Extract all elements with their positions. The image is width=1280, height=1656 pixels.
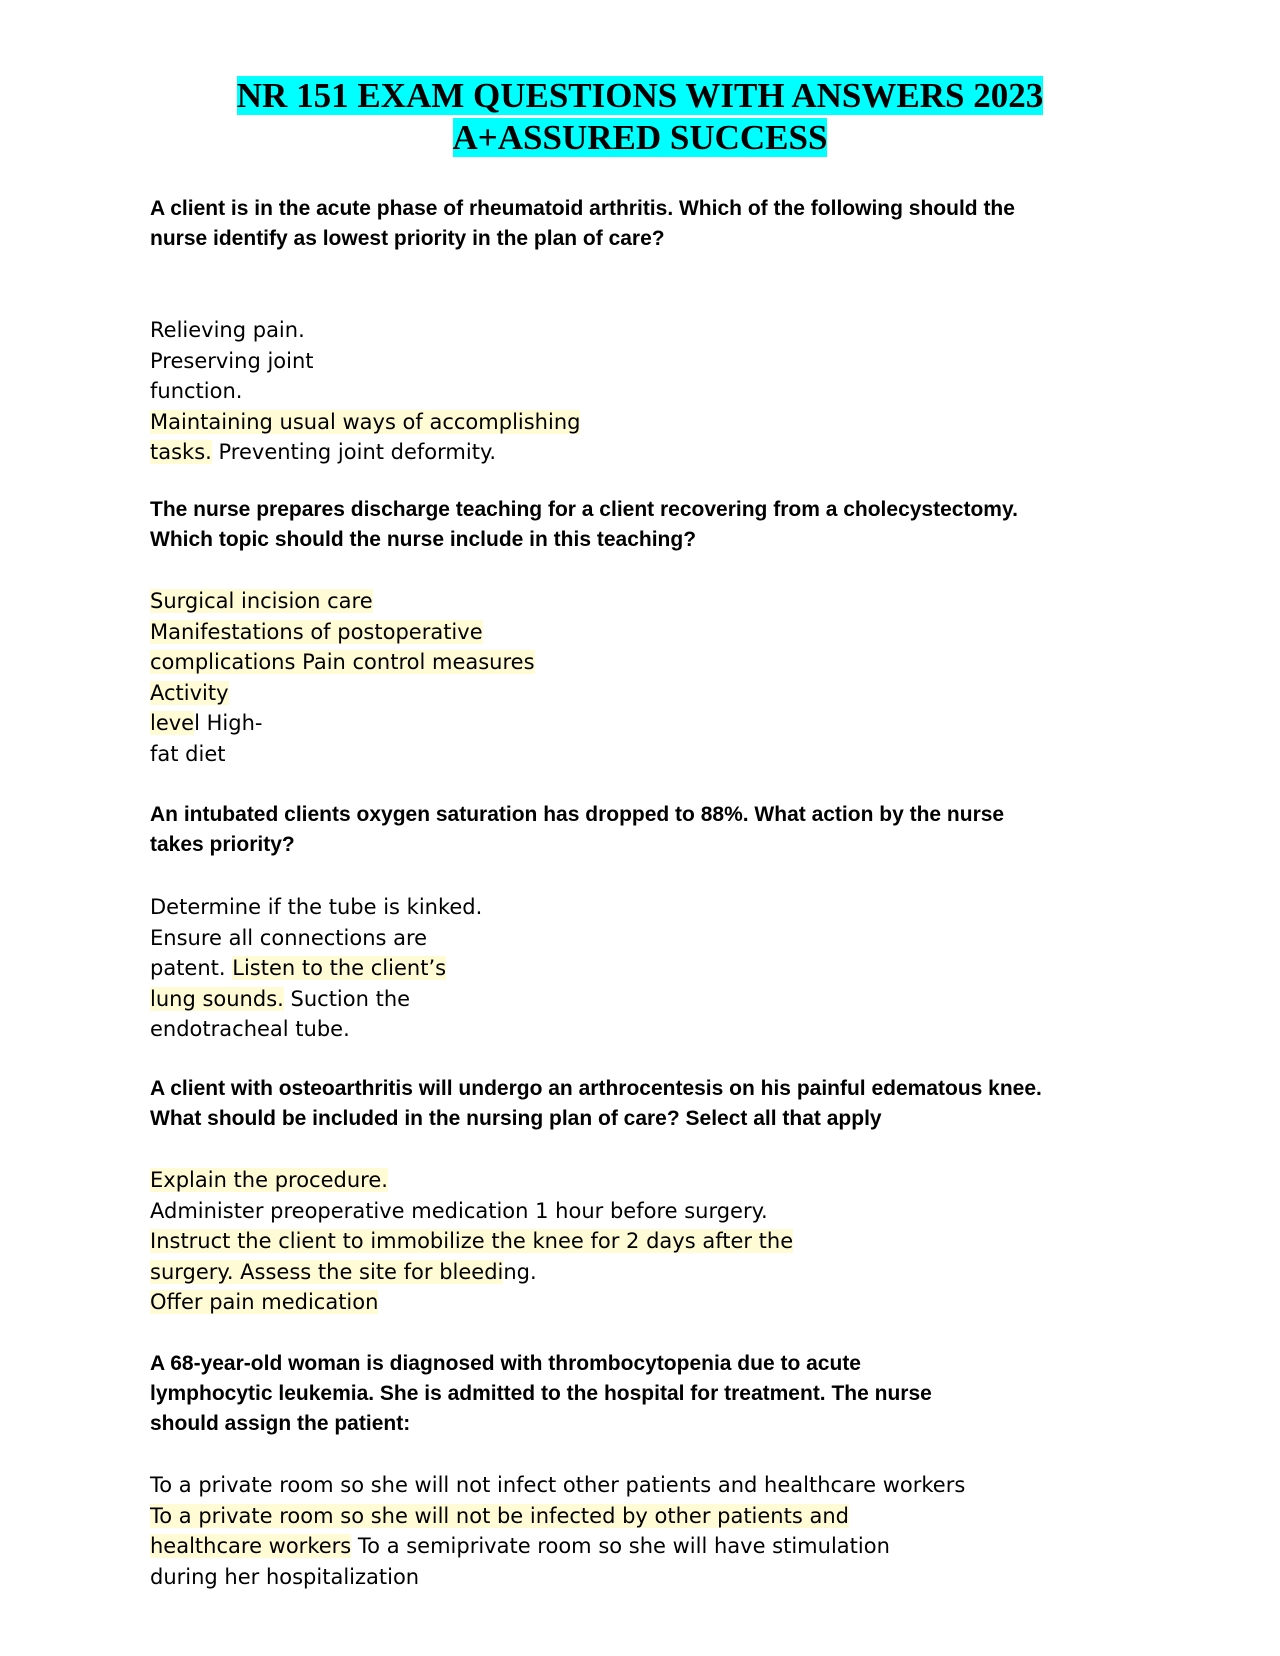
answer-line bbox=[150, 407, 580, 438]
correct-answer-highlight: Listen to the client’s bbox=[232, 956, 447, 980]
question-text: An intubated clients oxygen saturation has dropped to 88%. What action by the nurse bbox=[150, 803, 1005, 826]
question-2 bbox=[150, 495, 1018, 555]
title-line-1: NR 151 EXAM QUESTIONS WITH ANSWERS 2023 bbox=[236, 76, 1044, 115]
question-text: takes priority? bbox=[150, 833, 295, 856]
correct-answer-highlight: tasks. bbox=[150, 440, 212, 464]
answer-option: To a private room so she will not infect other patients and healthcare workers bbox=[150, 1473, 966, 1497]
answer-option: Relieving pain. bbox=[150, 318, 305, 342]
answer-option: l High- bbox=[194, 711, 263, 735]
answer-options-2 bbox=[150, 586, 535, 769]
correct-answer-highlight: Surgical incision care bbox=[150, 589, 373, 613]
answer-option: patent. bbox=[150, 956, 233, 980]
answer-option: fat diet bbox=[150, 741, 226, 766]
correct-answer-highlight: To a private room so she will not be infected by other patients and bbox=[150, 1503, 849, 1528]
correct-answer-highlight: leve bbox=[150, 711, 195, 735]
question-text: A client with osteoarthritis will undergo an arthrocentesis on his painful edematous knee. bbox=[150, 1077, 1042, 1100]
correct-answer-highlight: Explain the procedure. bbox=[150, 1168, 388, 1192]
answer-options-5 bbox=[150, 1470, 965, 1592]
question-text: nurse identify as lowest priority in the plan of care? bbox=[150, 227, 665, 250]
answer-option: Administer preoperative medication 1 hour before surgery. bbox=[150, 1198, 768, 1223]
answer-options-3 bbox=[150, 892, 482, 1045]
question-text: should assign the patient: bbox=[150, 1412, 411, 1435]
correct-answer-highlight: Maintaining usual ways of accomplishing bbox=[150, 409, 581, 434]
question-3 bbox=[150, 800, 1004, 860]
question-1 bbox=[150, 194, 1015, 254]
title-line-2: A+ASSURED SUCCESS bbox=[452, 118, 828, 157]
correct-answer-highlight: Manifestations of postoperative bbox=[150, 619, 483, 644]
question-5 bbox=[150, 1349, 1066, 1439]
answer-option: function. bbox=[150, 379, 243, 403]
answer-options-1 bbox=[150, 315, 580, 468]
answer-options-4 bbox=[150, 1165, 793, 1318]
question-text: Which topic should the nurse include in this teaching? bbox=[150, 528, 697, 551]
answer-option: ng. bbox=[503, 1259, 537, 1284]
question-text: A client is in the acute phase of rheumatoid arthritis. Which of the following should the bbox=[150, 197, 1015, 220]
answer-option: Determine if the tube is kinked. bbox=[150, 895, 483, 919]
question-text: A 68-year-old woman is diagnosed with thrombocytopenia due to acute bbox=[150, 1352, 861, 1375]
question-text: lymphocytic leukemia. She is admitted to the hospital for treatment. The nurse bbox=[150, 1382, 932, 1405]
answer-option: Preserving joint bbox=[150, 348, 314, 373]
answer-option: Preventing joint deformity. bbox=[211, 440, 497, 464]
answer-line bbox=[150, 437, 580, 468]
answer-option: Ensure all connections are bbox=[150, 925, 428, 950]
question-4 bbox=[150, 1074, 1042, 1134]
document-title bbox=[0, 75, 1280, 117]
correct-answer-highlight: Instruct the client to immobilize the knee for 2 days after the bbox=[150, 1229, 794, 1253]
answer-option: Suction the bbox=[283, 986, 411, 1011]
correct-answer-highlight: healthcare workers bbox=[150, 1534, 352, 1558]
correct-answer-highlight: Activity bbox=[150, 680, 229, 705]
answer-option: To a semiprivate room so she will have stimulation bbox=[351, 1534, 890, 1558]
correct-answer-highlight: complications Pain control measures bbox=[150, 650, 535, 674]
document-subtitle bbox=[0, 117, 1280, 159]
question-text: What should be included in the nursing plan of care? Select all that apply bbox=[150, 1107, 882, 1130]
correct-answer-highlight: surgery. Assess the site for bleedi bbox=[150, 1259, 504, 1284]
correct-answer-highlight: lung sounds. bbox=[150, 986, 284, 1011]
answer-option: endotracheal tube. bbox=[150, 1017, 350, 1041]
correct-answer-highlight: Offer pain medication bbox=[150, 1290, 379, 1314]
question-text: The nurse prepares discharge teaching for a client recovering from a cholecystectomy. bbox=[150, 498, 1018, 521]
answer-option: during her hospitalization bbox=[150, 1564, 420, 1589]
